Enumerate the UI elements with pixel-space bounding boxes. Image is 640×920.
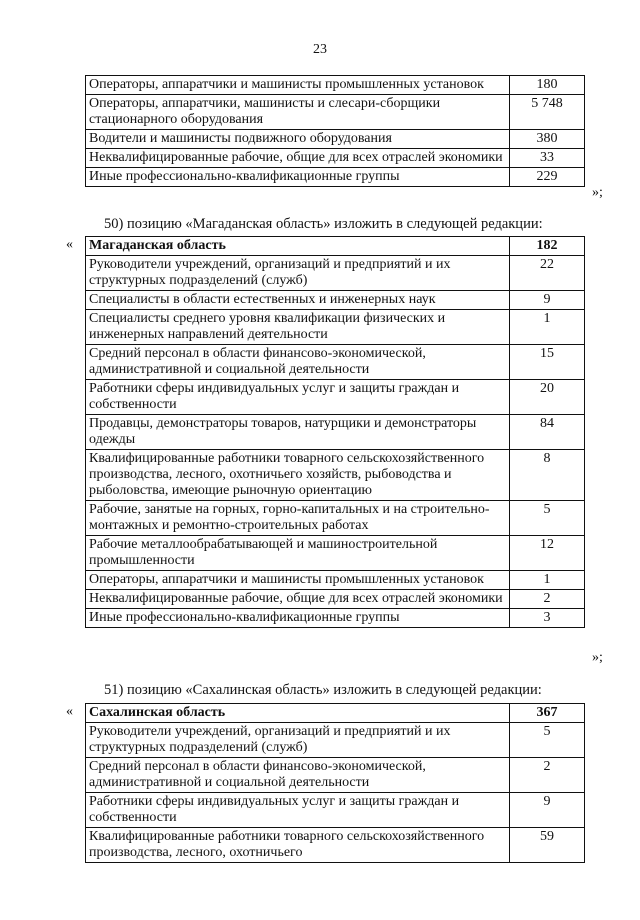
row-value: 2 <box>510 758 585 793</box>
table-row <box>86 571 585 590</box>
row-value: 2 <box>510 590 585 609</box>
table-row <box>86 723 585 758</box>
row-value: 5 748 <box>510 95 585 130</box>
table-row <box>86 345 585 380</box>
table-row <box>86 415 585 450</box>
table-row <box>86 536 585 571</box>
row-label: Специалисты среднего уровня квалификации физических и инженерных направлений деятельности <box>86 310 510 345</box>
row-label: Продавцы, демонстраторы товаров, натурщики и демонстраторы одежды <box>86 415 510 450</box>
table-row <box>86 168 585 187</box>
table-row <box>86 501 585 536</box>
section-51-intro: 51) позицию «Сахалинская область» изложить в следующей редакции: <box>104 682 542 698</box>
row-label: Специалисты в области естественных и инженерных наук <box>86 291 510 310</box>
row-label: Средний персонал в области финансово-экономической, административной и социальной деятельности <box>86 758 510 793</box>
opening-quote: « <box>66 237 73 252</box>
row-label: Иные профессионально-квалификационные группы <box>86 609 510 628</box>
region-total: 182 <box>510 237 585 256</box>
table-row <box>86 450 585 501</box>
row-label: Средний персонал в области финансово-экономической, административной и социальной деятельности <box>86 345 510 380</box>
table-row <box>86 95 585 130</box>
row-value: 3 <box>510 609 585 628</box>
row-label: Рабочие металлообрабатывающей и машиностроительной промышленности <box>86 536 510 571</box>
row-value: 180 <box>510 76 585 95</box>
row-label: Квалифицированные работники товарного сельскохозяйственного производства, лесного, охотничьего хозяйств, рыбоводства и рыболовства, имеющие рыночную ориентацию <box>86 450 510 501</box>
row-label: Операторы, аппаратчики и машинисты промышленных установок <box>86 76 510 95</box>
table-row <box>86 590 585 609</box>
table-row <box>86 828 585 863</box>
table-row <box>86 380 585 415</box>
region-name: Магаданская область <box>86 237 510 256</box>
row-value: 1 <box>510 571 585 590</box>
closing-quote: »; <box>592 650 603 665</box>
table-row <box>86 149 585 168</box>
row-label: Руководители учреждений, организаций и предприятий и их структурных подразделений (служб) <box>86 723 510 758</box>
row-label: Операторы, аппаратчики и машинисты промышленных установок <box>86 571 510 590</box>
row-label: Рабочие, занятые на горных, горно-капитальных и на строительно-монтажных и ремонтно-строительных работах <box>86 501 510 536</box>
row-label: Руководители учреждений, организаций и предприятий и их структурных подразделений (служб) <box>86 256 510 291</box>
table-header-row <box>86 704 585 723</box>
row-value: 380 <box>510 130 585 149</box>
row-value: 84 <box>510 415 585 450</box>
row-value: 59 <box>510 828 585 863</box>
table-continuation <box>85 75 585 187</box>
page-number: 23 <box>313 42 327 57</box>
table-row <box>86 310 585 345</box>
row-value: 1 <box>510 310 585 345</box>
row-label: Неквалифицированные рабочие, общие для всех отраслей экономики <box>86 590 510 609</box>
row-label: Работники сферы индивидуальных услуг и защиты граждан и собственности <box>86 380 510 415</box>
table-row <box>86 130 585 149</box>
row-value: 33 <box>510 149 585 168</box>
row-value: 5 <box>510 501 585 536</box>
row-value: 12 <box>510 536 585 571</box>
table-header-row <box>86 237 585 256</box>
row-value: 9 <box>510 793 585 828</box>
row-value: 5 <box>510 723 585 758</box>
row-value: 8 <box>510 450 585 501</box>
table-row <box>86 76 585 95</box>
region-name: Сахалинская область <box>86 704 510 723</box>
row-label: Работники сферы индивидуальных услуг и защиты граждан и собственности <box>86 793 510 828</box>
section-50-intro: 50) позицию «Магаданская область» изложить в следующей редакции: <box>104 216 543 232</box>
row-label: Водители и машинисты подвижного оборудования <box>86 130 510 149</box>
row-value: 15 <box>510 345 585 380</box>
row-value: 9 <box>510 291 585 310</box>
table-magadan <box>85 236 585 628</box>
row-label: Иные профессионально-квалификационные группы <box>86 168 510 187</box>
region-total: 367 <box>510 704 585 723</box>
table-row <box>86 291 585 310</box>
table-row <box>86 758 585 793</box>
closing-quote: »; <box>592 185 603 200</box>
table-row <box>86 609 585 628</box>
row-label: Квалифицированные работники товарного сельскохозяйственного производства, лесного, охотничьего <box>86 828 510 863</box>
row-value: 20 <box>510 380 585 415</box>
row-label: Операторы, аппаратчики, машинисты и слесари-сборщики стационарного оборудования <box>86 95 510 130</box>
row-value: 229 <box>510 168 585 187</box>
table-row <box>86 793 585 828</box>
row-label: Неквалифицированные рабочие, общие для всех отраслей экономики <box>86 149 510 168</box>
opening-quote: « <box>66 704 73 719</box>
table-sakhalin <box>85 703 585 863</box>
table-row <box>86 256 585 291</box>
row-value: 22 <box>510 256 585 291</box>
